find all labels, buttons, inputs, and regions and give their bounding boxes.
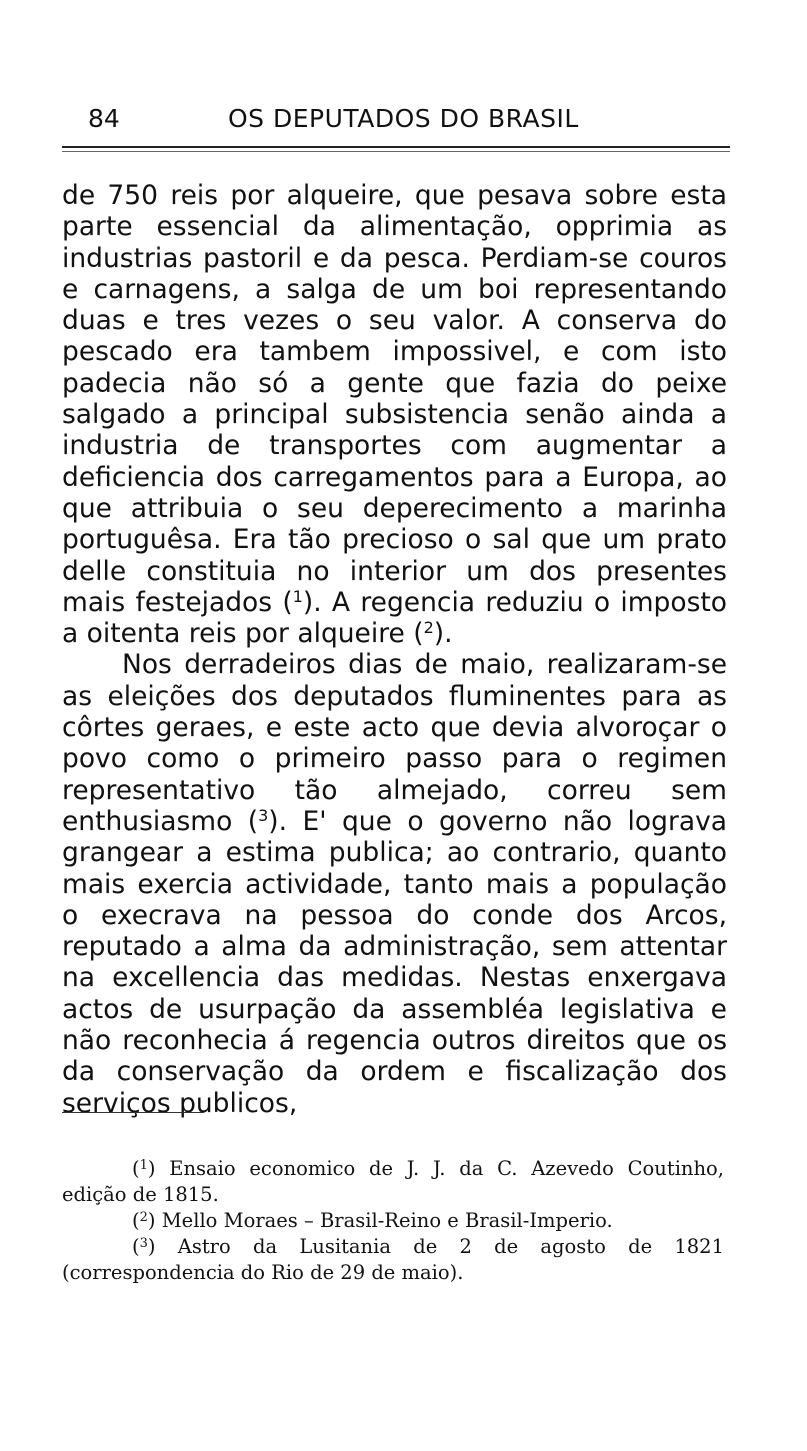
footnote-1-text: Ensaio economico de J. J. da C. Azevedo Coutinho, edição de 1815. (62, 1157, 724, 1206)
footnotes (62, 1156, 724, 1286)
body-text (62, 180, 727, 1119)
footnote-3-marker: 3 (139, 1236, 148, 1251)
footnote-1-paren-close: ) (147, 1157, 156, 1180)
paragraph-1-text-b: ). A regencia reduziu o imposto a oitenta reis por alqueire ( (62, 586, 728, 650)
paragraph-1-text-a: de 750 reis por alqueire, que pesava sobre esta parte essencial da alimentação, opprimia as industrias pastoril e da pesca. Perdiam-se couros e carnagens, a salga de um boi representando duas e tres vezes o seu valor. A conserva do pescado era tambem impossivel, e com isto padecia não só a gente que fazia do peixe salgado a principal subsistencia senão ainda a industria de transportes com augmentar a deficiencia dos carregamentos para a Europa, ao que attribuia o seu deperecimento a marinha portuguêsa. Era tão precioso o sal que um prato delle constituia no interior um dos presentes mais festejados ( (62, 180, 727, 618)
footnote-1-paren-open: ( (132, 1157, 140, 1180)
paragraph-1 (62, 180, 727, 649)
footnote-2-text: Mello Moraes – Brasil-Reino e Brasil-Imperio. (155, 1209, 613, 1232)
paragraph-2-text-a: Nos derradeiros dias de maio, realizaram-se as eleições dos deputados fluminentes para as côrtes geraes, e este acto que devia alvoroçar o povo como o primeiro passo para o regimen representativo tão almejado, correu sem enthusiasmo ( (62, 649, 727, 837)
footnote-separator (62, 1112, 204, 1113)
page-number: 84 (88, 104, 120, 133)
header-rule-thin (62, 151, 730, 152)
footnote-2-paren-open: ( (132, 1209, 140, 1232)
footnote-2-paren-close: ) (147, 1209, 156, 1232)
footnote-3-paren-open: ( (132, 1235, 140, 1258)
paragraph-2-text-b: ). E' que o governo não lograva grangear a estima publica; ao contrario, quanto mais exercia actividade, tanto mais a população o execrava na pessoa do conde dos Arcos, reputado a alma da administração, sem attentar na excellencia das medidas. Nestas enxergava actos de usurpação da assembléa legislativa e não reconhecia á regencia outros direitos que os da conservação da ordem e fiscalização dos serviços publicos, (62, 805, 728, 1119)
running-title: OS DEPUTADOS DO BRASIL (228, 104, 579, 133)
footnote-ref-1: 1 (292, 586, 303, 606)
footnote-ref-3: 3 (258, 805, 269, 825)
footnote-2 (62, 1208, 724, 1234)
paragraph-2 (62, 649, 727, 1118)
footnote-3-paren-close: ) (147, 1235, 156, 1258)
running-header (88, 104, 728, 140)
footnote-1-marker: 1 (139, 1158, 148, 1173)
footnote-1 (62, 1156, 724, 1208)
footnote-2-marker: 2 (139, 1210, 148, 1225)
footnote-3-text: Astro da Lusitania de 2 de agosto de 1821 (correspondencia do Rio de 29 de maio). (62, 1235, 724, 1284)
header-rule (62, 146, 730, 148)
footnote-3 (62, 1234, 724, 1286)
footnote-ref-2: 2 (423, 618, 434, 638)
paragraph-1-text-c: ). (433, 618, 453, 650)
